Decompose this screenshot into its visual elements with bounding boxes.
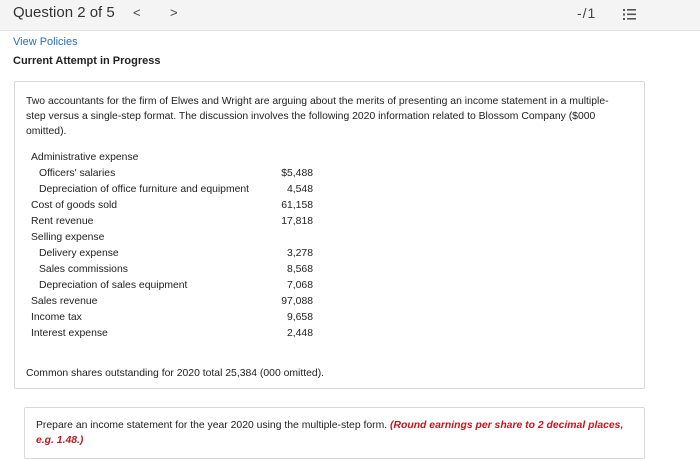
item-label: Delivery expense — [39, 248, 119, 259]
item-label: Income tax — [31, 312, 82, 323]
next-question-button[interactable]: > — [170, 5, 178, 20]
question-title: Question 2 of 5 — [13, 4, 115, 21]
shares-outstanding-note: Common shares outstanding for 2020 total 25,384 (000 omitted). — [26, 368, 325, 379]
item-label: Depreciation of office furniture and equipment — [39, 184, 250, 195]
item-label: Cost of goods sold — [31, 200, 118, 211]
item-value: 9,658 — [286, 312, 313, 323]
question-header — [0, 0, 700, 31]
item-value: 4,548 — [286, 184, 313, 195]
item-label: Interest expense — [31, 328, 108, 339]
item-value: $5,488 — [281, 168, 313, 179]
list-icon-graphic — [623, 8, 636, 21]
previous-question-button[interactable]: < — [133, 5, 141, 20]
view-policies-link[interactable]: View Policies — [13, 36, 78, 48]
instruction-main: Prepare an income statement for the year 2020 using the multiple-step form. — [36, 420, 388, 431]
score-display: -/1 — [577, 5, 597, 21]
instruction-hint: (Round earnings per share to 2 decimal places, e.g. 1.48.) — [36, 420, 624, 446]
item-label: Officers' salaries — [39, 168, 116, 179]
item-value: 2,448 — [286, 328, 313, 339]
item-value: 61,158 — [281, 200, 313, 211]
item-value: 97,088 — [281, 296, 313, 307]
problem-intro: Two accountants for the firm of Elwes and Wright are arguing about the merits of presenting an income statement in a multiple-step versus a single-step format. The discussion involves the following 2020 information related to Blossom Company ($000 omitted). — [26, 96, 609, 137]
instruction-text — [36, 418, 626, 448]
problem-panel — [14, 81, 645, 389]
item-label: Rent revenue — [31, 216, 94, 227]
list-icon[interactable] — [623, 8, 636, 21]
item-value: 7,068 — [286, 280, 313, 291]
item-value: 8,568 — [286, 264, 313, 275]
item-label: Administrative expense — [31, 152, 139, 163]
instruction-panel — [24, 407, 645, 459]
item-label: Depreciation of sales equipment — [39, 280, 188, 291]
item-value: 3,278 — [286, 248, 313, 259]
item-label: Sales revenue — [31, 296, 98, 307]
item-label: Sales commissions — [39, 264, 128, 275]
item-label: Selling expense — [31, 232, 105, 243]
attempt-status: Current Attempt in Progress — [13, 55, 161, 67]
item-value: 17,818 — [281, 216, 313, 227]
